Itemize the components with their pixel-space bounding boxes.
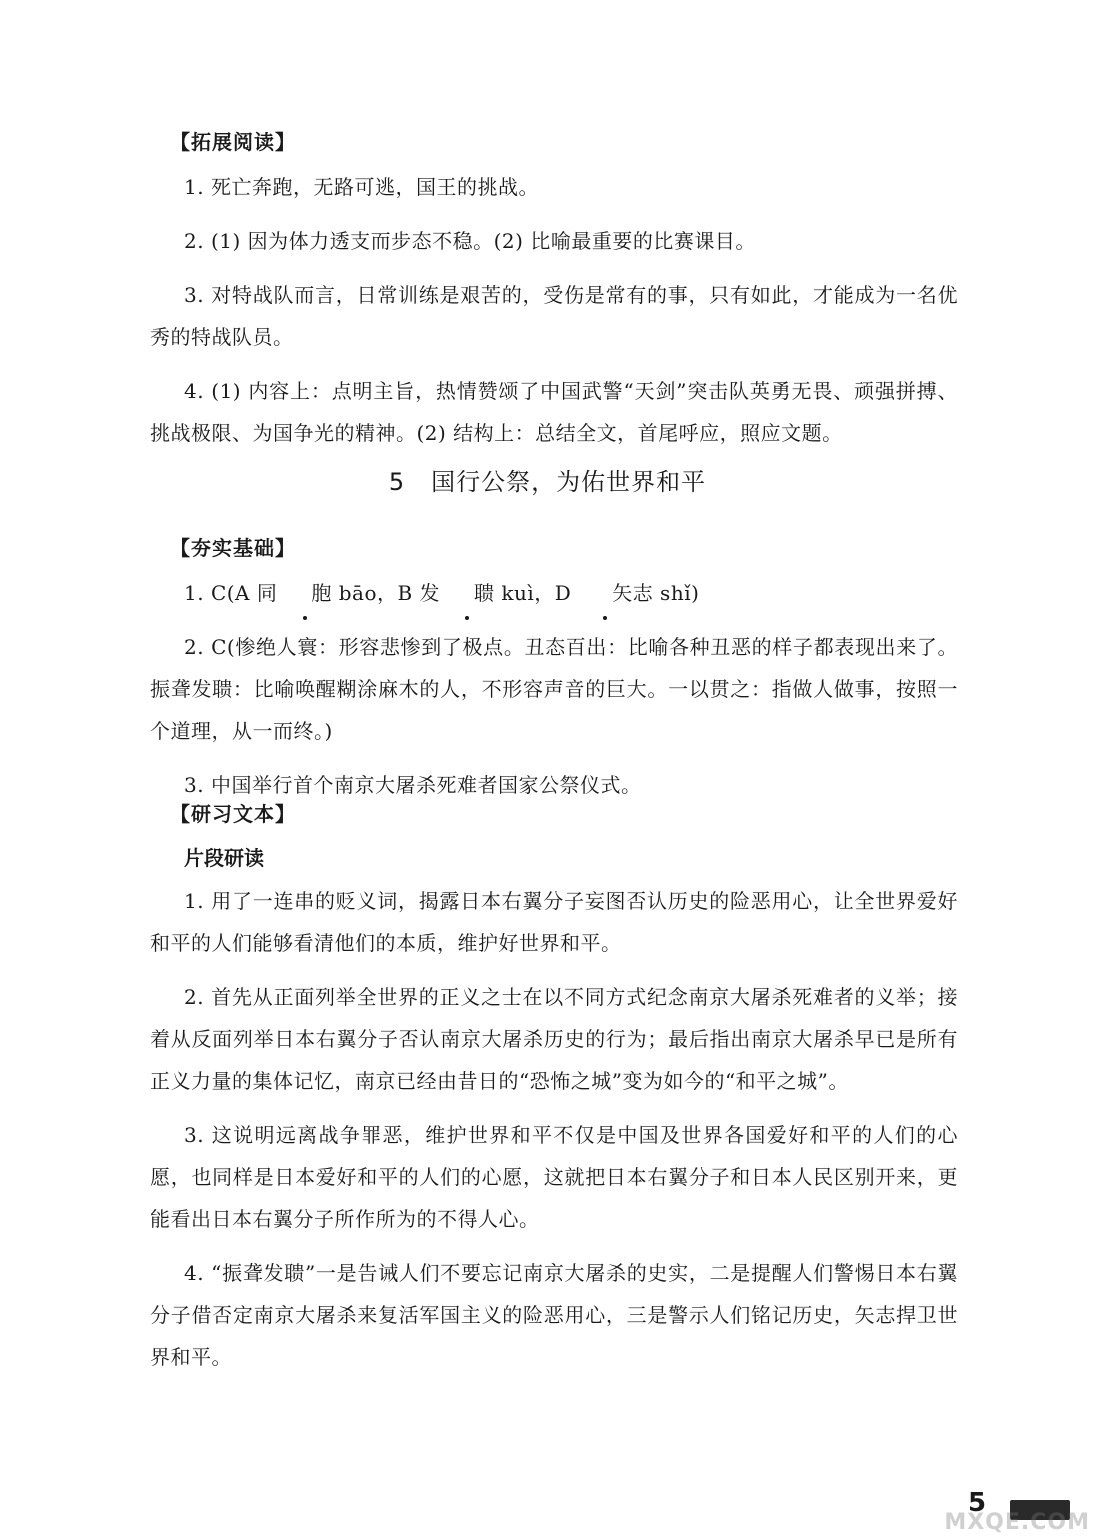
foundation-section [150,534,958,806]
foundation-heading: 【夯实基础】 [170,536,296,560]
page-number: 5 [968,1488,987,1518]
emphasis-dot-char: 胞 [277,572,332,614]
extended-reading-section [150,128,958,454]
foundation-item-2: 2. C(惨绝人寰：形容悲惨到了极点。丑态百出：比喻各种丑恶的样子都表现出来了。振聋发聩：比喻唤醒糊涂麻木的人，不形容声音的巨大。一以贯之：指做人做事，按照一个道理，从一而终。) [150,635,958,743]
study-text-subheading: 片段研读 [184,846,264,870]
study-text-item-2: 2. 首先从正面列举全世界的正义之士在以不同方式纪念南京大屠杀死难者的义举；接着从反面列举日本右翼分子否认南京大屠杀历史的行为；最后指出南京大屠杀早已是所有正义力量的集体记忆，南京已经由昔日的“恐怖之城”变为如今的“和平之城”。 [150,985,958,1093]
watermark-logo: MXQE.COM [944,1510,1090,1535]
extended-reading-item-3: 3. 对特战队而言，日常训练是艰苦的，受伤是常有的事，只有如此，才能成为一名优秀的特战队员。 [150,283,958,349]
chapter-title [0,462,1095,502]
chapter-number: 5 [388,468,406,496]
extended-reading-item-2: 2. (1) 因为体力透支而步态不稳。(2) 比喻最重要的比赛课目。 [184,229,756,253]
foundation-item-1-suffix: 志 shǐ) [632,581,700,605]
foundation-item-3: 3. 中国举行首个南京大屠杀死难者国家公祭仪式。 [184,773,642,797]
foundation-item-1-prefix: 1. C(A 同 [184,581,278,605]
study-text-item-1: 1. 用了一连串的贬义词，揭露日本右翼分子妄图否认历史的险恶用心，让全世界爱好和平的人们能够看清他们的本质，维护好世界和平。 [150,889,958,955]
chapter-title-text: 国行公祭，为佑世界和平 [431,468,707,496]
extended-reading-item-4: 4. (1) 内容上：点明主旨，热情赞颂了中国武警“天剑”突击队英勇无畏、顽强拼搏、挑战极限、为国争光的精神。(2) 结构上：总结全文，首尾呼应，照应文题。 [150,379,958,445]
study-text-item-3: 3. 这说明远离战争罪恶，维护世界和平不仅是中国及世界各国爱好和平的人们的心愿，也同样是日本爱好和平的人们的心愿，这就把日本右翼分子和日本人民区别开来，更能看出日本右翼分子所作所为的不得人心。 [150,1123,958,1231]
extended-reading-item-1: 1. 死亡奔跑，无路可逃，国王的挑战。 [184,175,539,199]
study-text-item-4: 4. “振聋发聩”一是告诫人们不要忘记南京大屠杀的史实，二是提醒人们警惕日本右翼分子借否定南京大屠杀来复活军国主义的险恶用心，三是警示人们铭记历史，矢志捍卫世界和平。 [150,1261,958,1369]
emphasis-dot-char: 矢 [578,572,633,614]
foundation-item-1 [150,572,958,614]
emphasis-dot-char: 聩 [440,572,495,614]
extended-reading-heading: 【拓展阅读】 [170,130,296,154]
foundation-item-1-mid1: bāo，B 发 [331,581,441,605]
study-text-section [150,800,958,1378]
study-text-heading: 【研习文本】 [170,802,296,826]
foundation-item-1-mid2: kuì，D [494,581,579,605]
